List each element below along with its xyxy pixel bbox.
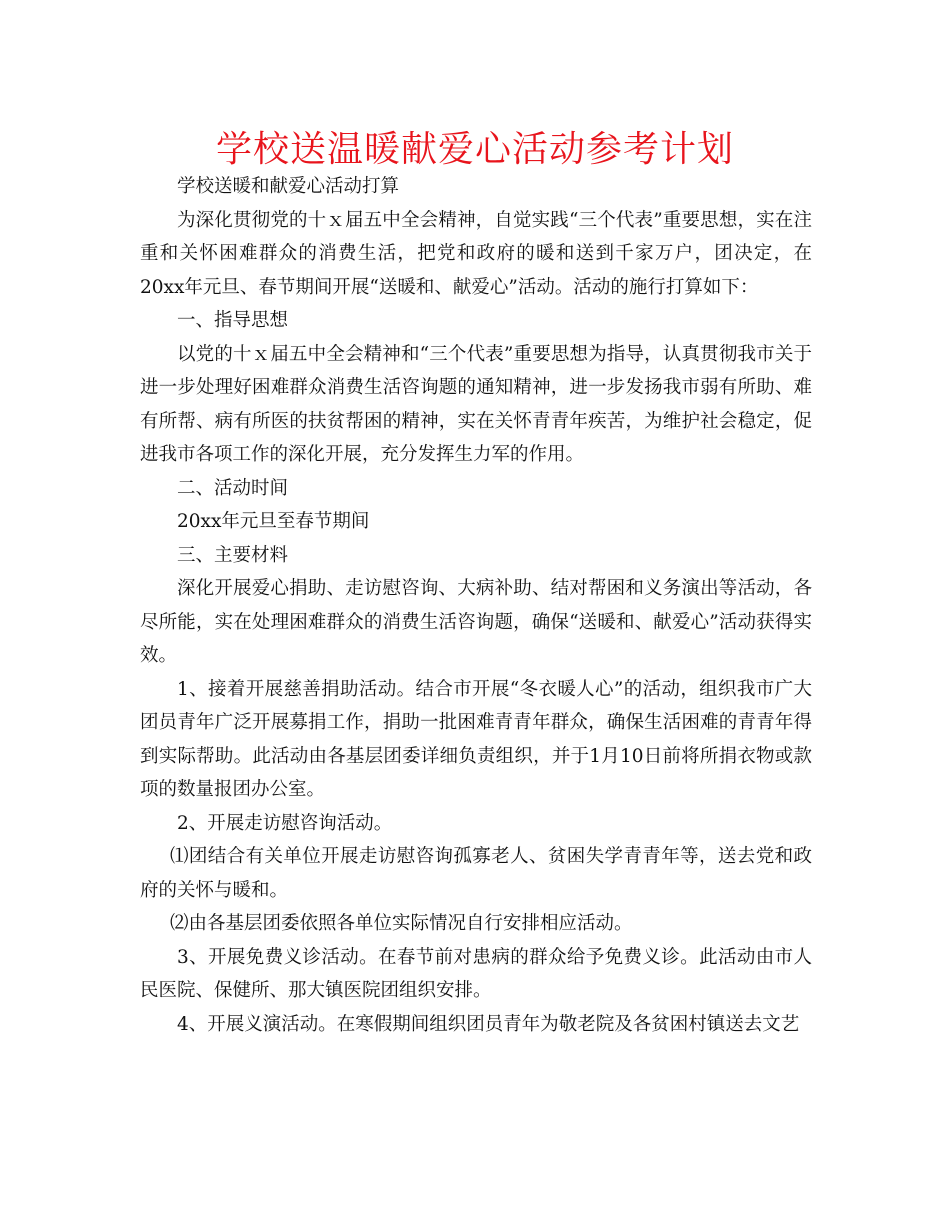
list-item-charity-donation: 1、接着开展慈善捐助活动。结合市开展“冬衣暖人心”的活动，组织我市广大团员青年广泛开展募捐工作，捐助一批困难青青年群众，确保生活困难的青青年得到实际帮助。此活动由各基层团委详细负责组织，并于1月10日前将所捐衣物或款项的数量报团办公室。: [140, 678, 812, 800]
list-item-free-clinic: 3、开展免费义诊活动。在春节前对患病的群众给予免费义诊。此活动由市人民医院、保健所、那大镇医院团组织安排。: [140, 946, 812, 1001]
section-text-guiding-thought: 以党的十ｘ届五中全会精神和“三个代表”重要思想为指导，认真贯彻我市关于进一步处理好困难群众消费生活咨询题的通知精神，进一步发扬我市弱有所助、难有所帮、病有所医的扶贫帮困的精神，实在关怀青青年疾苦，为维护社会稳定，促进我市各项工作的深化开展，充分发挥生力军的作用。: [140, 343, 812, 465]
list-subitem-visiting-2: ⑵由各基层团委依照各单位实际情况自行安排相应活动。: [170, 913, 633, 934]
list-item-performance: 4、开展义演活动。在寒假期间组织团员青年为敬老院及各贫困村镇送去文艺: [177, 1013, 800, 1035]
section-text-main-content: 深化开展爱心捐助、走访慰咨询、大病补助、结对帮困和义务演出等活动，各尽所能，实在处理困难群众的消费生活咨询题，确保“送暖和、献爱心”活动获得实效。: [140, 578, 812, 666]
document-subtitle: 学校送暖和献爱心活动打算: [177, 176, 400, 197]
list-subitem-visiting-1: ⑴团结合有关单位开展走访慰咨询孤寡老人、贫困失学青青年等，送去党和政府的关怀与暖和。: [140, 846, 812, 901]
section-heading-guiding-thought: 一、指导思想: [177, 310, 289, 331]
document-title: 学校送温暖献爱心活动参考计划: [215, 129, 734, 170]
intro-paragraph: 为深化贯彻党的十ｘ届五中全会精神，自觉实践“三个代表”重要思想，实在注重和关怀困难群众的消费生活，把党和政府的暖和送到千家万户，团决定，在20xx年元旦、春节期间开展“送暖和、献爱心”活动。活动的施行打算如下：: [140, 209, 812, 298]
document-body: [140, 170, 812, 1041]
section-heading-activity-time: 二、活动时间: [177, 477, 289, 499]
section-heading-main-content: 三、主要材料: [177, 544, 289, 566]
list-item-visiting: 2、开展走访慰咨询活动。: [177, 812, 393, 834]
section-text-activity-time: 20xx年元旦至春节期间: [177, 511, 370, 532]
